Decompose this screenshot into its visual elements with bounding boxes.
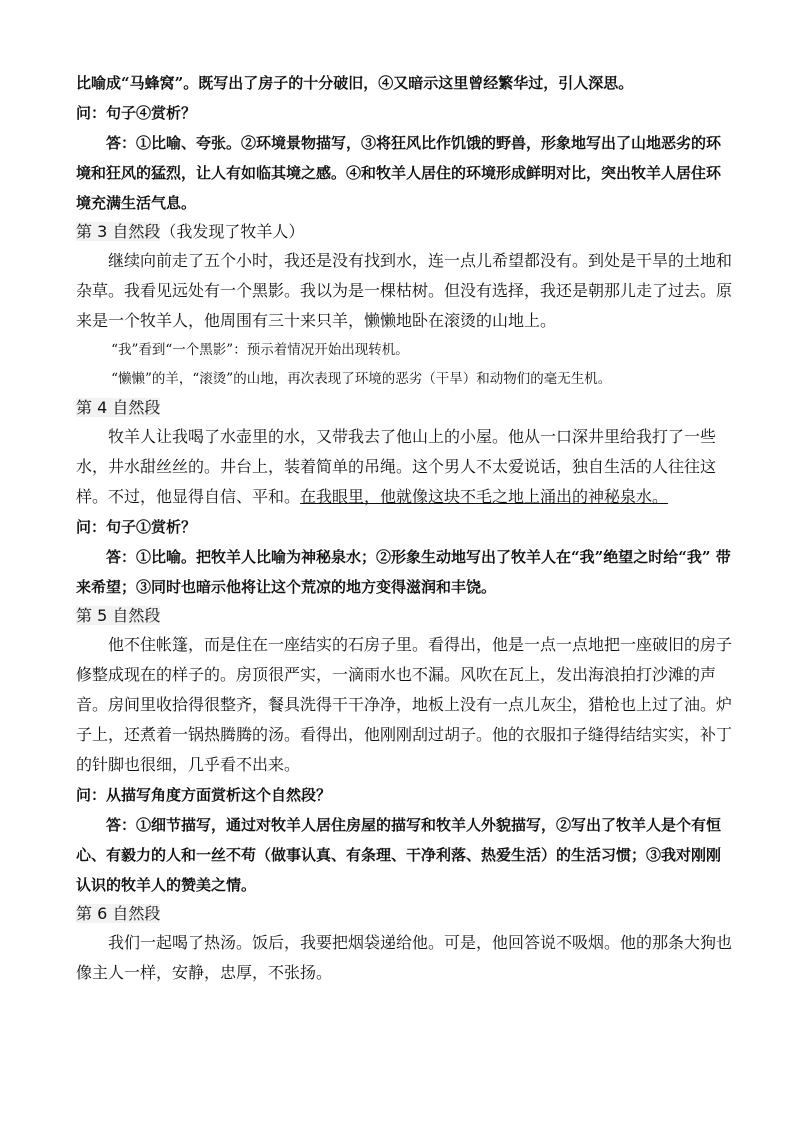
answer-1: 答：①比喻、夸张。②环境景物描写，③将狂风比作饥饿的野兽，形象地写出了山地恶劣的环境和狂风的猛烈，让人有如临其境之感。④和牧羊人居住的环境形成鲜明对比，突出牧羊人居住环境充满生活气息。	[76, 134, 722, 212]
answer-4: 答：①比喻。把牧羊人比喻为神秘泉水；②形象生动地写出了牧羊人在“我”绝望之时给“我” 带来希望；③同时也暗示他将让这个荒凉的地方变得滋润和丰饶。	[76, 548, 731, 596]
section-label-6: 第 6 自然段	[76, 904, 161, 923]
paragraph-3: 继续向前走了五个小时，我还是没有找到水，连一点儿希望都没有。到处是干旱的土地和杂草。我看见远处有一个黑影。我以为是一棵枯树。但没有选择，我还是朝那儿走了过去。原来是一个牧羊人，他周围有三十来只羊，懒懒地卧在滚烫的山地上。	[76, 251, 733, 330]
paragraph-6: 我们一起喝了热汤。饭后，我要把烟袋递给他。可是，他回答说不吸烟。他的那条大狗也像主人一样，安静，忠厚，不张扬。	[76, 933, 733, 982]
text-line-1: 比喻成“马蜂窝”。既写出了房子的十分破旧，④又暗示这里曾经繁华过，引人深思。	[76, 74, 634, 92]
section-label-3: 第 3 自然段	[76, 222, 161, 241]
underlined-sentence: 在我眼里，他就像这块不毛之地上涌出的神秘泉水。	[300, 487, 669, 506]
question-4: 问：句子①赏析？	[76, 518, 197, 536]
section-heading-6	[76, 900, 734, 928]
section-note-3: （我发现了牧羊人）	[160, 222, 305, 241]
section-heading-5	[76, 602, 734, 630]
question-1: 问：句子④赏析？	[76, 104, 197, 122]
note-3b: “懒懒”的羊，“滚烫”的山地，再次表现了环境的恶劣（干旱）和动物们的毫无生机。	[111, 371, 612, 387]
note-3a: “我”看到“一个黑影”：预示着情况开始出现转机。	[111, 342, 409, 358]
question-5: 问：从描写角度方面赏析这个自然段？	[76, 786, 332, 804]
section-heading-4	[76, 394, 734, 422]
section-label-4: 第 4 自然段	[76, 398, 161, 417]
paragraph-4	[76, 422, 734, 512]
answer-5: 答：①细节描写，通过对牧羊人居住房屋的描写和牧羊人外貌描写，②写出了牧羊人是个有恒心、有毅力的人和一丝不苟（做事认真、有条理、干净利落、热爱生活）的生活习惯；③我对刚刚认识的牧羊人的赞美之情。	[76, 816, 722, 894]
paragraph-4-text: 牧羊人让我喝了水壶里的水，又带我去了他山上的小屋。他从一口深井里给我打了一些水，井水甜丝丝的。井台上，装着简单的吊绳。这个男人不太爱说话，独自生活的人往往这样。不过，他显得自信、平和。	[76, 427, 717, 506]
section-heading-3	[76, 218, 734, 246]
section-label-5: 第 5 自然段	[76, 606, 161, 625]
paragraph-5: 他不住帐篷，而是住在一座结实的石房子里。看得出，他是一点一点地把一座破旧的房子修整成现在的样子的。房顶很严实，一滴雨水也不漏。风吹在瓦上，发出海浪拍打沙滩的声音。房间里收拾得很整齐，餐具洗得干干净净，地板上没有一点儿灰尘，猎枪也上过了油。炉子上，还煮着一锅热腾腾的汤。看得出，他刚刚刮过胡子。他的衣服扣子缝得结结实实，补丁的针脚也很细，几乎看不出来。	[76, 635, 733, 774]
